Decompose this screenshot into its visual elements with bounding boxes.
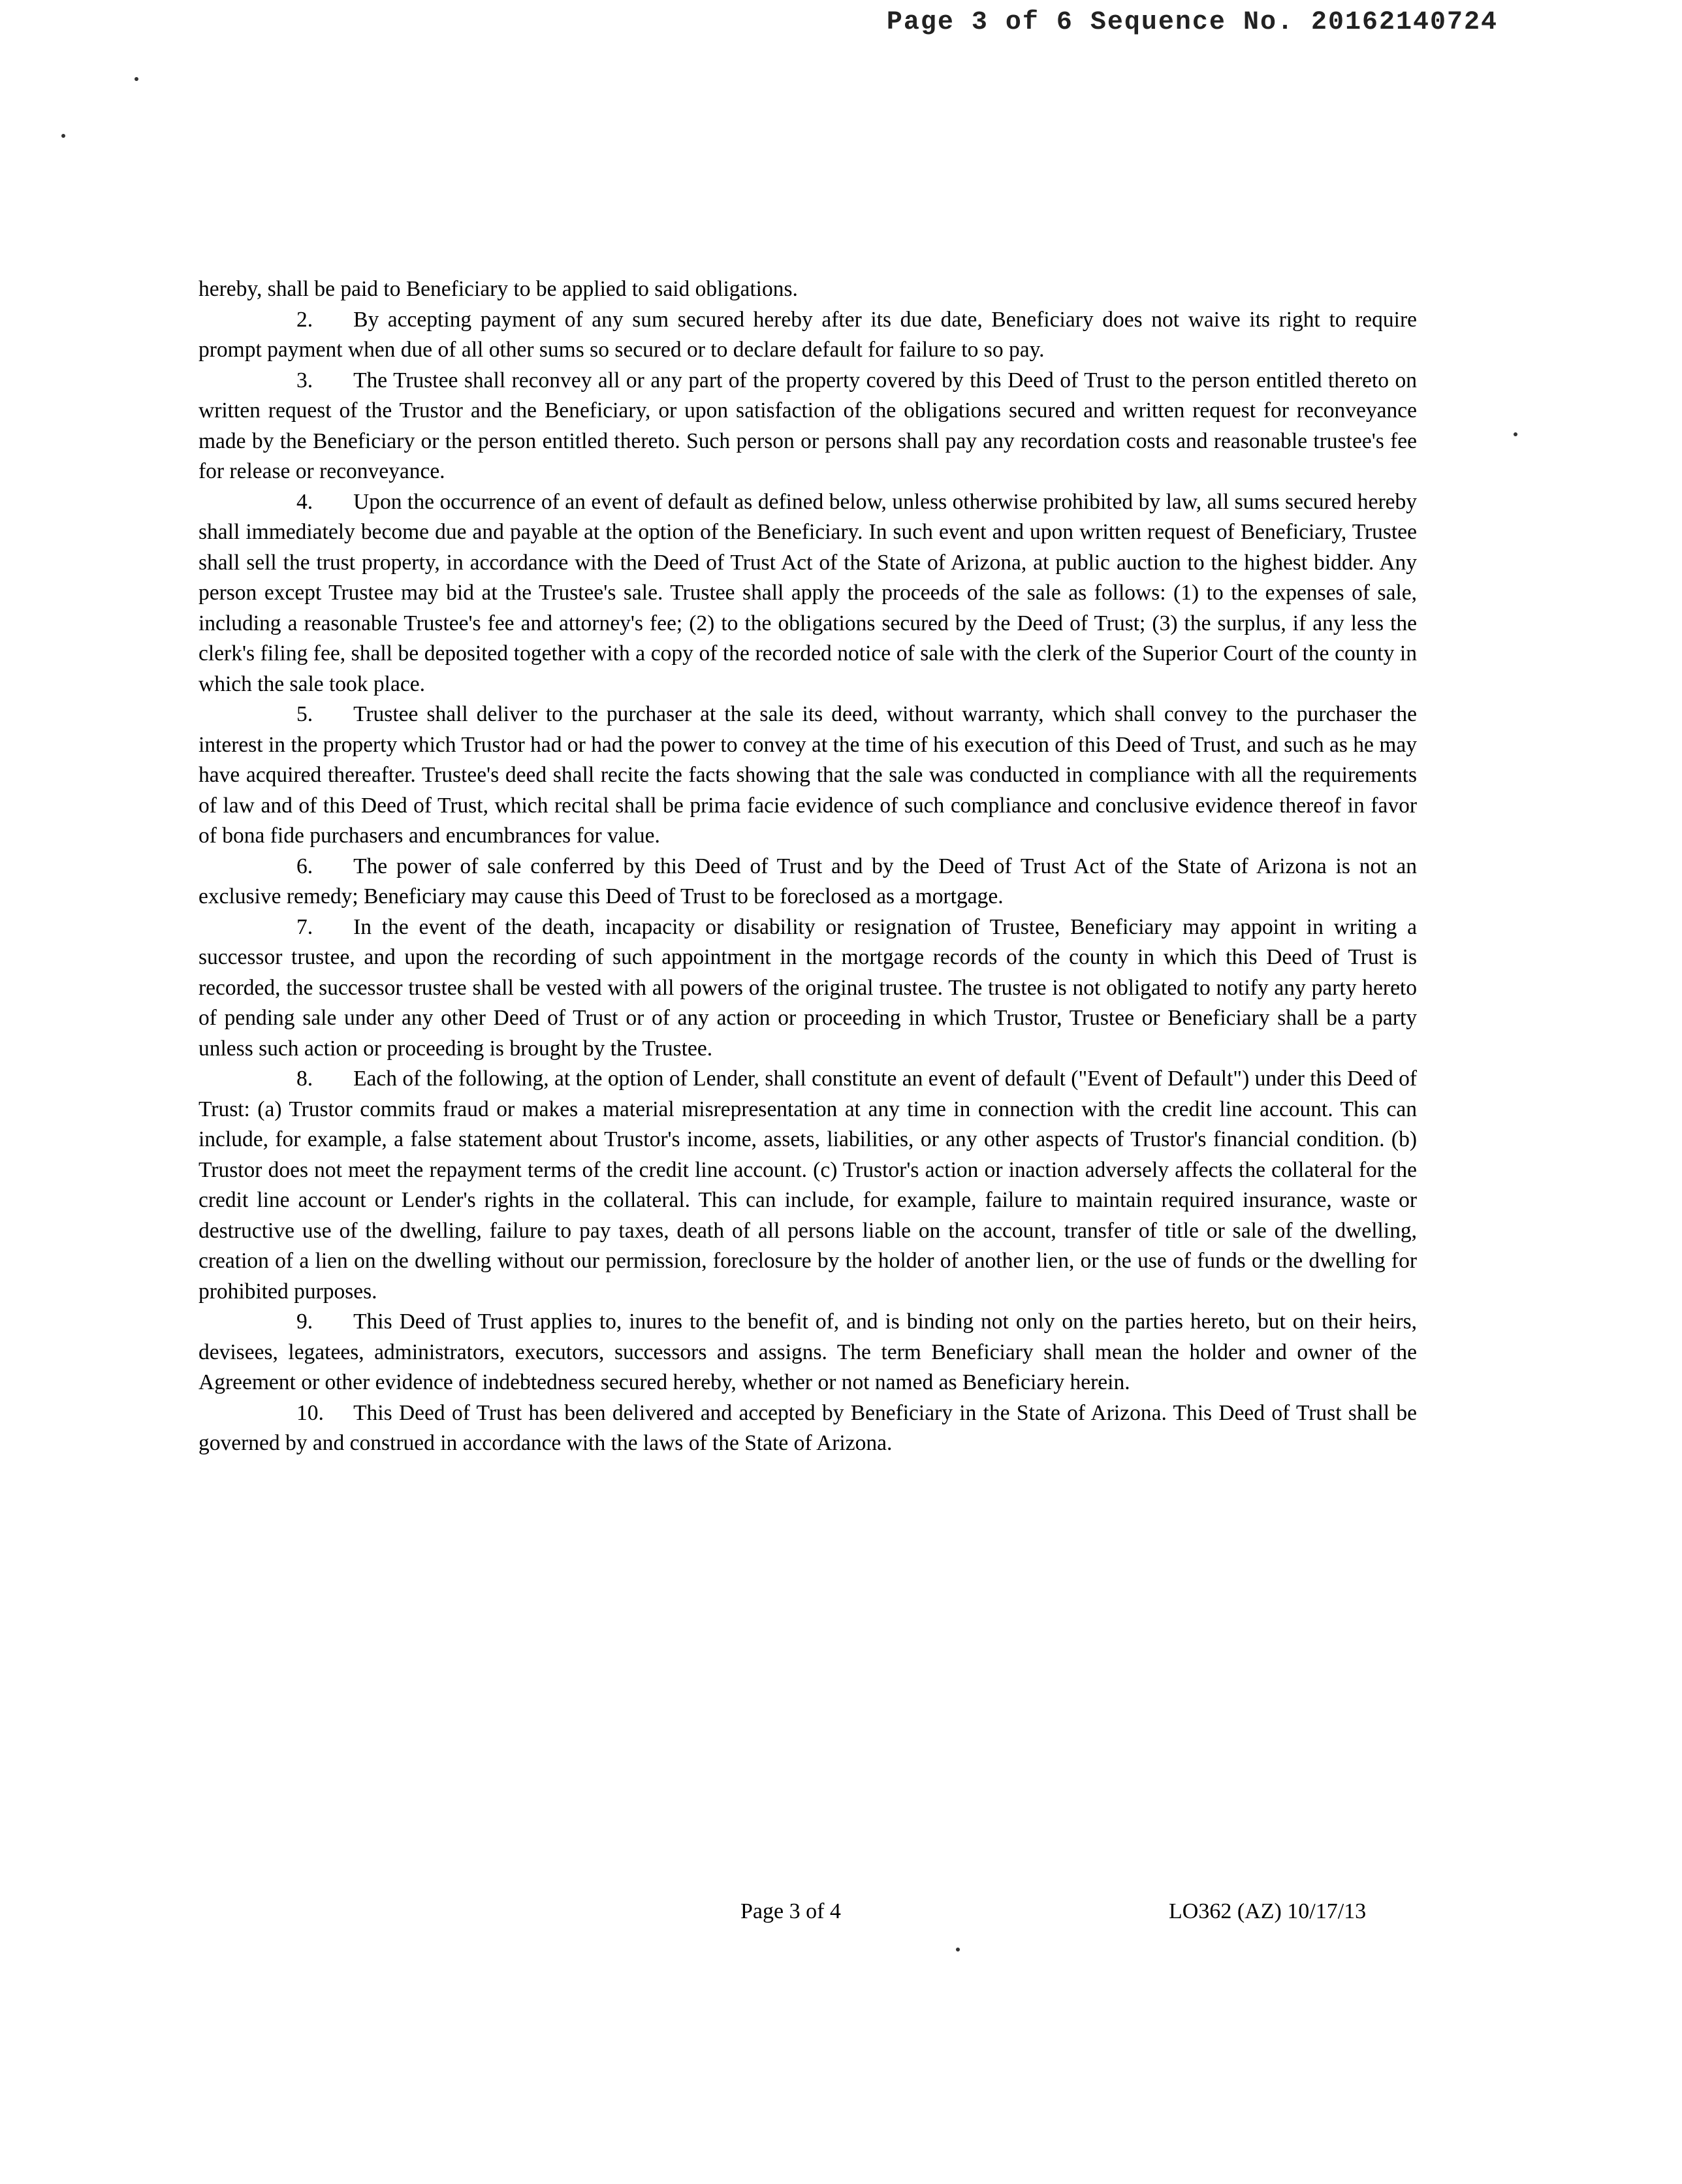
scan-speck <box>1514 432 1517 436</box>
paragraph-text: The Trustee shall reconvey all or any part of the property covered by this Deed of Trust to the person entitled thereto on written request of the Trustor and the Beneficiary, or upon satisfaction of the obligations secured and written request for reconveyance made by the Beneficiary or the person entitled thereto. Such person or persons shall pay any recordation costs and reasonable trustee's fee for release or reconveyance. <box>198 368 1417 483</box>
footer-form-code: LO362 (AZ) 10/17/13 <box>1169 1899 1367 1923</box>
scan-speck <box>61 134 65 138</box>
paragraph-5 <box>198 699 1417 852</box>
paragraph-number: 7. <box>296 914 313 939</box>
paragraph-8 <box>198 1064 1417 1307</box>
paragraph-7 <box>198 912 1417 1065</box>
continuation-line: hereby, shall be paid to Beneficiary to be applied to said obligations. <box>198 277 798 301</box>
footer-page-number: Page 3 of 4 <box>740 1899 841 1923</box>
scan-speck <box>135 77 138 81</box>
paragraph-number: 3. <box>296 368 313 393</box>
scan-speck <box>956 1948 960 1951</box>
paragraph-10 <box>198 1398 1417 1459</box>
deed-of-trust-body <box>198 274 1417 1459</box>
paragraph-text: Upon the occurrence of an event of default as defined below, unless otherwise prohibited by law, all sums secured hereby shall immediately become due and payable at the option of the Beneficiary. In such event and upon written request of Beneficiary, Trustee shall sell the trust property, in accordance with the Deed of Trust Act of the State of Arizona, at public auction to the highest bidder. Any person except Trustee may bid at the Trustee's sale. Trustee shall apply the proceeds of the sale as follows: (1) to the expenses of sale, including a reasonable Trustee's fee and attorney's fee; (2) to the obligations secured by the Deed of Trust; (3) the surplus, if any less the clerk's filing fee, shall be deposited together with a copy of the recorded notice of sale with the clerk of the Superior Court of the county in which the sale took place. <box>198 489 1417 696</box>
paragraph-number: 4. <box>296 489 313 514</box>
paragraph-text: Trustee shall deliver to the purchaser at the sale its deed, without warranty, which shall convey to the purchaser the interest in the property which Trustor had or had the power to convey at the time of his execution of this Deed of Trust, and such as he may have acquired thereafter. Trustee's deed shall recite the facts showing that the sale was conducted in compliance with all the requirements of law and of this Deed of Trust, which recital shall be prima facie evidence of such compliance and conclusive evidence thereof in favor of bona fide purchasers and encumbrances for value. <box>198 702 1417 848</box>
paragraph-text: By accepting payment of any sum secured hereby after its due date, Beneficiary does not waive its right to require prompt payment when due of all other sums so secured or to declare default for failure to so pay. <box>198 307 1417 362</box>
paragraph-text: This Deed of Trust has been delivered and accepted by Beneficiary in the State of Arizona. This Deed of Trust shall be governed by and construed in accordance with the laws of the State of Arizona. <box>198 1400 1417 1455</box>
paragraph-3 <box>198 366 1417 487</box>
paragraph-text: The power of sale conferred by this Deed of Trust and by the Deed of Trust Act of the State of Arizona is not an exclusive remedy; Beneficiary may cause this Deed of Trust to be foreclosed as a mortgage. <box>198 854 1417 908</box>
paragraph-6 <box>198 852 1417 912</box>
paragraph-9 <box>198 1307 1417 1398</box>
paragraph-number: 8. <box>296 1067 313 1091</box>
paragraph-number: 5. <box>296 702 313 726</box>
paragraph-text: In the event of the death, incapacity or disability or resignation of Trustee, Beneficiary may appoint in writing a successor trustee, and upon the recording of such appointment in the mortgage records of the county in which this Deed of Trust is recorded, the successor trustee shall be vested with all powers of the original trustee. The trustee is not obligated to notify any party hereto of pending sale under any other Deed of Trust or of any action or proceeding in which Trustor, Trustee or Beneficiary shall be a party unless such action or proceeding is brought by the Trustee. <box>198 914 1417 1061</box>
paragraph-text: This Deed of Trust applies to, inures to the benefit of, and is binding not only on the parties hereto, but on their heirs, devisees, legatees, administrators, executors, successors and assigns. The term Beneficiary shall mean the holder and owner of the Agreement or other evidence of indebtedness secured hereby, whether or not named as Beneficiary herein. <box>198 1309 1417 1394</box>
paragraph-number: 6. <box>296 854 313 878</box>
paragraph-number: 9. <box>296 1309 313 1334</box>
paragraph-number: 10. <box>296 1400 324 1425</box>
paragraph-4 <box>198 487 1417 700</box>
paragraph-2 <box>198 305 1417 366</box>
paragraph-number: 2. <box>296 307 313 332</box>
recording-stamp: Page 3 of 6 Sequence No. 20162140724 <box>886 8 1498 37</box>
paragraph-text: Each of the following, at the option of Lender, shall constitute an event of default ("Event of Default") under this Deed of Trust: (a) Trustor commits fraud or makes a material misrepresentation at any time in connection with the credit line account. This can include, for example, a false statement about Trustor's income, assets, liabilities, or any other aspects of Trustor's financial condition. (b) Trustor does not meet the repayment terms of the credit line account. (c) Trustor's action or inaction adversely affects the collateral for the credit line account or Lender's rights in the collateral. This can include, for example, failure to maintain required insurance, waste or destructive use of the dwelling, failure to pay taxes, death of all persons liable on the account, transfer of title or sale of the dwelling, creation of a lien on the dwelling without our permission, foreclosure by the holder of another lien, or the use of funds or the dwelling for prohibited purposes. <box>198 1067 1417 1304</box>
